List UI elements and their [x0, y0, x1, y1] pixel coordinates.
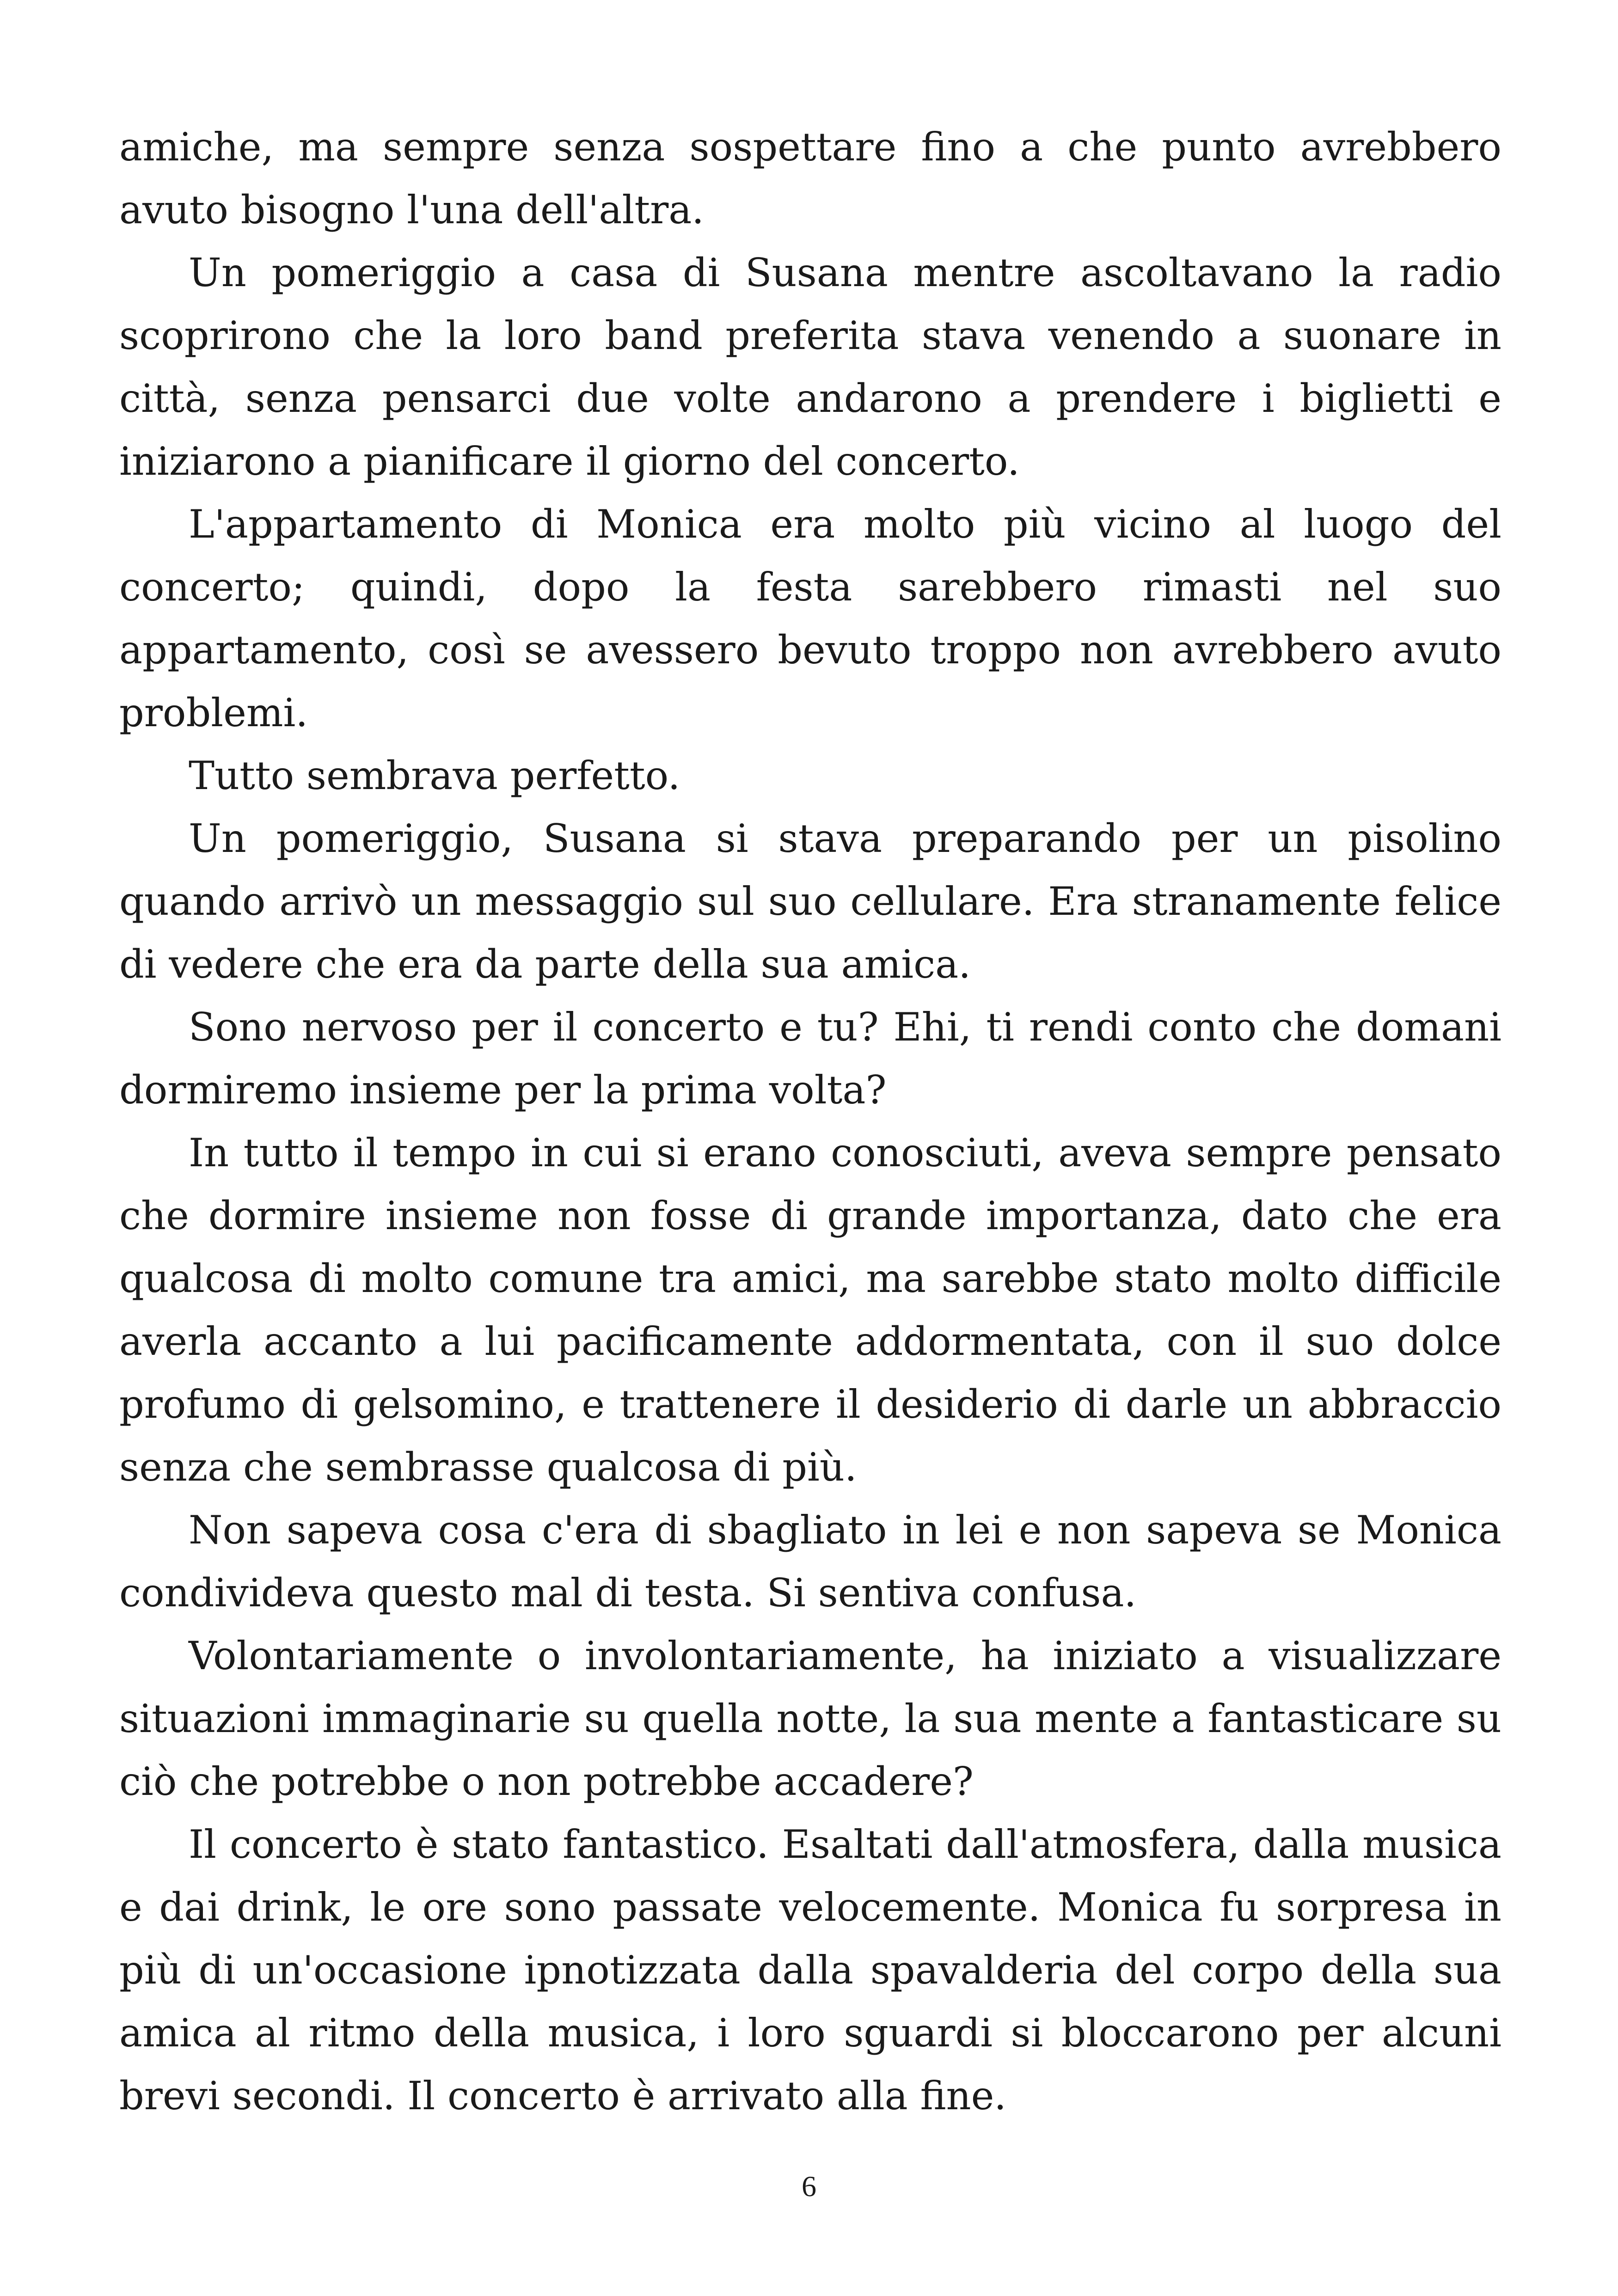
- paragraph: In tutto il tempo in cui si erano conosciuti, aveva sempre pensato che dormire insieme non fosse di grande importanza, dato che era qualcosa di molto comune tra amici, ma sarebbe stato molto difficile averla accanto a lui pacificamente addormentata, con il suo dolce profumo di gelsomino, e trattenere il desiderio di darle un abbraccio senza che sembrasse qualcosa di più.: [119, 1130, 1502, 1490]
- paragraph: Un pomeriggio a casa di Susana mentre ascoltavano la radio scoprirono che la loro band preferita stava venendo a suonare in città, senza pensarci due volte andarono a prendere i biglietti e iniziarono a pianificare il giorno del concerto.: [119, 250, 1502, 484]
- page-number: 6: [802, 2170, 816, 2203]
- paragraph: Volontariamente o involontariamente, ha iniziato a visualizzare situazioni immaginarie su quella notte, la sua mente a fantasticare su ciò che potrebbe o non potrebbe accadere?: [119, 1633, 1502, 1804]
- paragraph: Non sapeva cosa c'era di sbagliato in lei e non sapeva se Monica condivideva questo mal di testa. Si sentiva confusa.: [119, 1507, 1502, 1616]
- paragraph: Un pomeriggio, Susana si stava preparando per un pisolino quando arrivò un messaggio sul suo cellulare. Era stranamente felice di vedere che era da parte della sua amica.: [119, 816, 1502, 987]
- paragraph: Sono nervoso per il concerto e tu? Ehi, ti rendi conto che domani dormiremo insieme per la prima volta?: [119, 1004, 1502, 1113]
- paragraph-continued: amiche, ma sempre senza sospettare fino a che punto avrebbero avuto bisogno l'una dell'altra.: [119, 124, 1502, 233]
- paragraph: L'appartamento di Monica era molto più vicino al luogo del concerto; quindi, dopo la festa sarebbero rimasti nel suo appartamento, così se avessero bevuto troppo non avrebbero avuto problemi.: [119, 502, 1502, 735]
- body-text: [119, 116, 1502, 2127]
- paragraph: Tutto sembrava perfetto.: [189, 753, 680, 798]
- paragraph: Il concerto è stato fantastico. Esaltati dall'atmosfera, dalla musica e dai drink, le ore sono passate velocemente. Monica fu sorpresa in più di un'occasione ipnotizzata dalla spavalderia del corpo della sua amica al ritmo della musica, i loro sguardi si bloccarono per alcuni brevi secondi. Il concerto è arrivato alla fine.: [119, 1822, 1502, 2118]
